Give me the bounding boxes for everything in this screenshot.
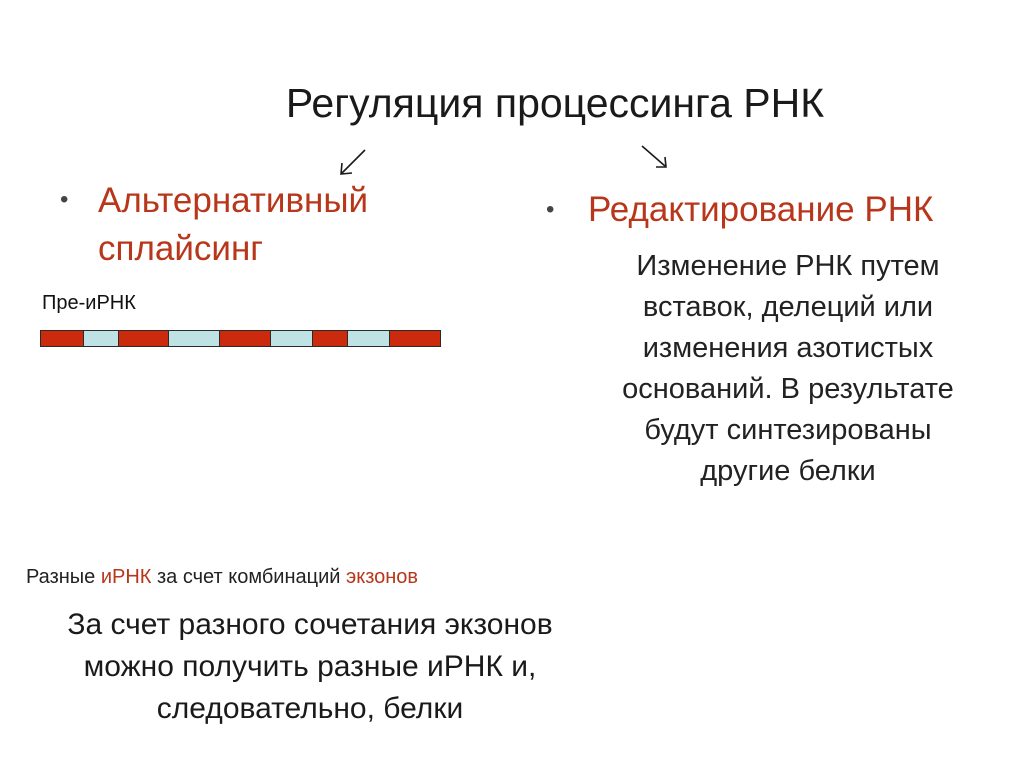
right-bullet-icon: • xyxy=(546,196,555,223)
left-heading xyxy=(98,177,478,273)
intron-segment xyxy=(84,331,119,346)
pre-mrna-label: Пре-иРНК xyxy=(42,292,136,314)
caption-exons: экзонов xyxy=(346,566,419,588)
caption-mrna: иРНК xyxy=(100,566,152,588)
left-heading-line-1: Альтернативный xyxy=(98,181,369,220)
editing-line: другие белки xyxy=(700,455,876,487)
caption-part: Разные xyxy=(26,566,101,588)
editing-description xyxy=(578,246,998,492)
exon-segment xyxy=(41,331,84,346)
intron-segment xyxy=(169,331,220,346)
intron-segment xyxy=(348,331,390,346)
summary-line: За счет разного сочетания экзонов xyxy=(67,608,553,641)
summary-line: следовательно, белки xyxy=(156,692,464,725)
pre-mrna-strip xyxy=(40,330,441,347)
splicing-summary xyxy=(20,604,600,730)
right-heading: Редактирование РНК xyxy=(588,190,934,229)
editing-line: вставок, делеций или xyxy=(642,291,934,323)
right-arrow-icon xyxy=(642,146,666,167)
exon-segment xyxy=(220,331,271,346)
slide-title: Регуляция процессинга РНК xyxy=(285,80,825,126)
caption-part: за счет комбинаций xyxy=(151,566,347,588)
summary-line: можно получить разные иРНК и, xyxy=(83,650,537,683)
left-bullet-icon: • xyxy=(60,186,69,213)
splicing-caption xyxy=(26,566,418,589)
left-arrow-icon xyxy=(341,150,365,174)
exon-segment xyxy=(390,331,440,346)
editing-line: оснований. В результате xyxy=(622,373,954,405)
intron-segment xyxy=(271,331,314,346)
exon-segment xyxy=(313,331,348,346)
left-heading-line-2: сплайсинг xyxy=(98,229,264,268)
editing-line: изменения азотистых xyxy=(642,332,934,364)
editing-line: Изменение РНК путем xyxy=(636,250,940,282)
editing-line: будут синтезированы xyxy=(644,414,932,446)
exon-segment xyxy=(119,331,170,346)
